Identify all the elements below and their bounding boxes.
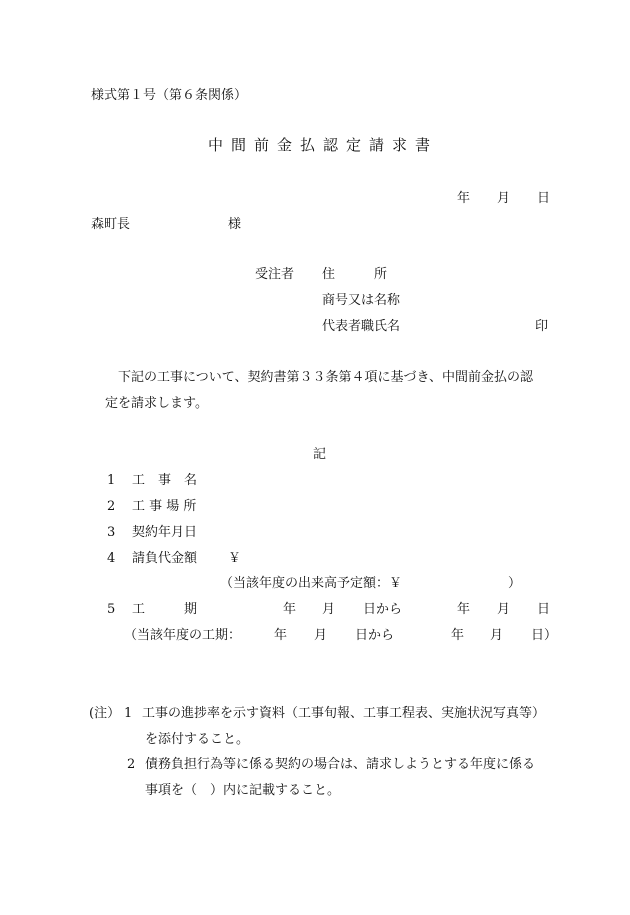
item-label-project-name: 工 事 名 — [132, 473, 198, 488]
contractor-label: 受注者 — [255, 267, 295, 282]
representative-label: 代表者職氏名 — [322, 319, 401, 334]
seal-mark: 印 — [535, 319, 549, 334]
date-year-label: 年 — [457, 191, 471, 206]
cy-period-start-day: 日から — [355, 628, 395, 643]
current-year-amount-open: （当該年度の出来高予定額：￥ — [220, 576, 403, 591]
item-label-construction-period: 工 期 — [132, 602, 198, 617]
date-day-label: 日 — [537, 191, 551, 206]
item-label-project-location: 工 事 場 所 — [132, 499, 197, 514]
period-start-month: 月 — [322, 602, 336, 617]
item-number: 3 — [107, 525, 116, 540]
period-start-year: 年 — [283, 602, 297, 617]
note-1-line-2: を添付すること。 — [145, 732, 250, 747]
cy-period-end-day: 日） — [531, 628, 558, 643]
cy-period-end-month: 月 — [490, 628, 504, 643]
item-number: 4 — [107, 551, 116, 566]
period-end-day: 日 — [537, 602, 551, 617]
item-number: 1 — [107, 473, 116, 488]
notes-prefix: (注） — [89, 706, 121, 721]
period-end-month: 月 — [497, 602, 511, 617]
cy-period-end-year: 年 — [451, 628, 465, 643]
date-month-label: 月 — [497, 191, 511, 206]
period-start-day: 日から — [363, 602, 403, 617]
item-label-contract-date: 契約年月日 — [132, 525, 198, 540]
note-2-line-2: 事項を（ ）内に記載すること。 — [145, 783, 341, 798]
ki-heading: 記 — [313, 447, 327, 462]
note-2-line-1: 債務負担行為等に係る契約の場合は、請求しようとする年度に係る — [145, 757, 536, 772]
yen-sign: ￥ — [228, 551, 242, 566]
address-label: 住 所 — [322, 267, 388, 282]
body-line-2: 定を請求します。 — [105, 396, 208, 411]
item-label-contract-amount: 請負代金額 — [132, 551, 198, 566]
item-number: 2 — [107, 499, 116, 514]
cy-period-start-year: 年 — [274, 628, 288, 643]
cy-period-start-month: 月 — [314, 628, 328, 643]
body-line-1: 下記の工事について、契約書第３３条第４項に基づき、中間前金払の認 — [118, 370, 533, 385]
addressee-name: 森町長 — [91, 217, 131, 232]
company-name-label: 商号又は名称 — [322, 293, 401, 308]
period-end-year: 年 — [457, 602, 471, 617]
document-title: 中間前金払認定請求書 — [208, 136, 439, 154]
item-number: 5 — [107, 602, 116, 617]
note-1-number: 1 — [124, 706, 133, 721]
note-2-number: 2 — [127, 757, 136, 772]
form-number: 様式第１号（第６条関係） — [91, 88, 248, 103]
current-year-period-label: （当該年度の工期： — [124, 628, 242, 643]
note-1-line-1: 工事の進捗率を示す資料（工事旬報、工事工程表、実施状況写真等） — [142, 706, 546, 721]
addressee-honorific: 様 — [228, 217, 242, 232]
current-year-amount-close: ） — [508, 576, 522, 591]
